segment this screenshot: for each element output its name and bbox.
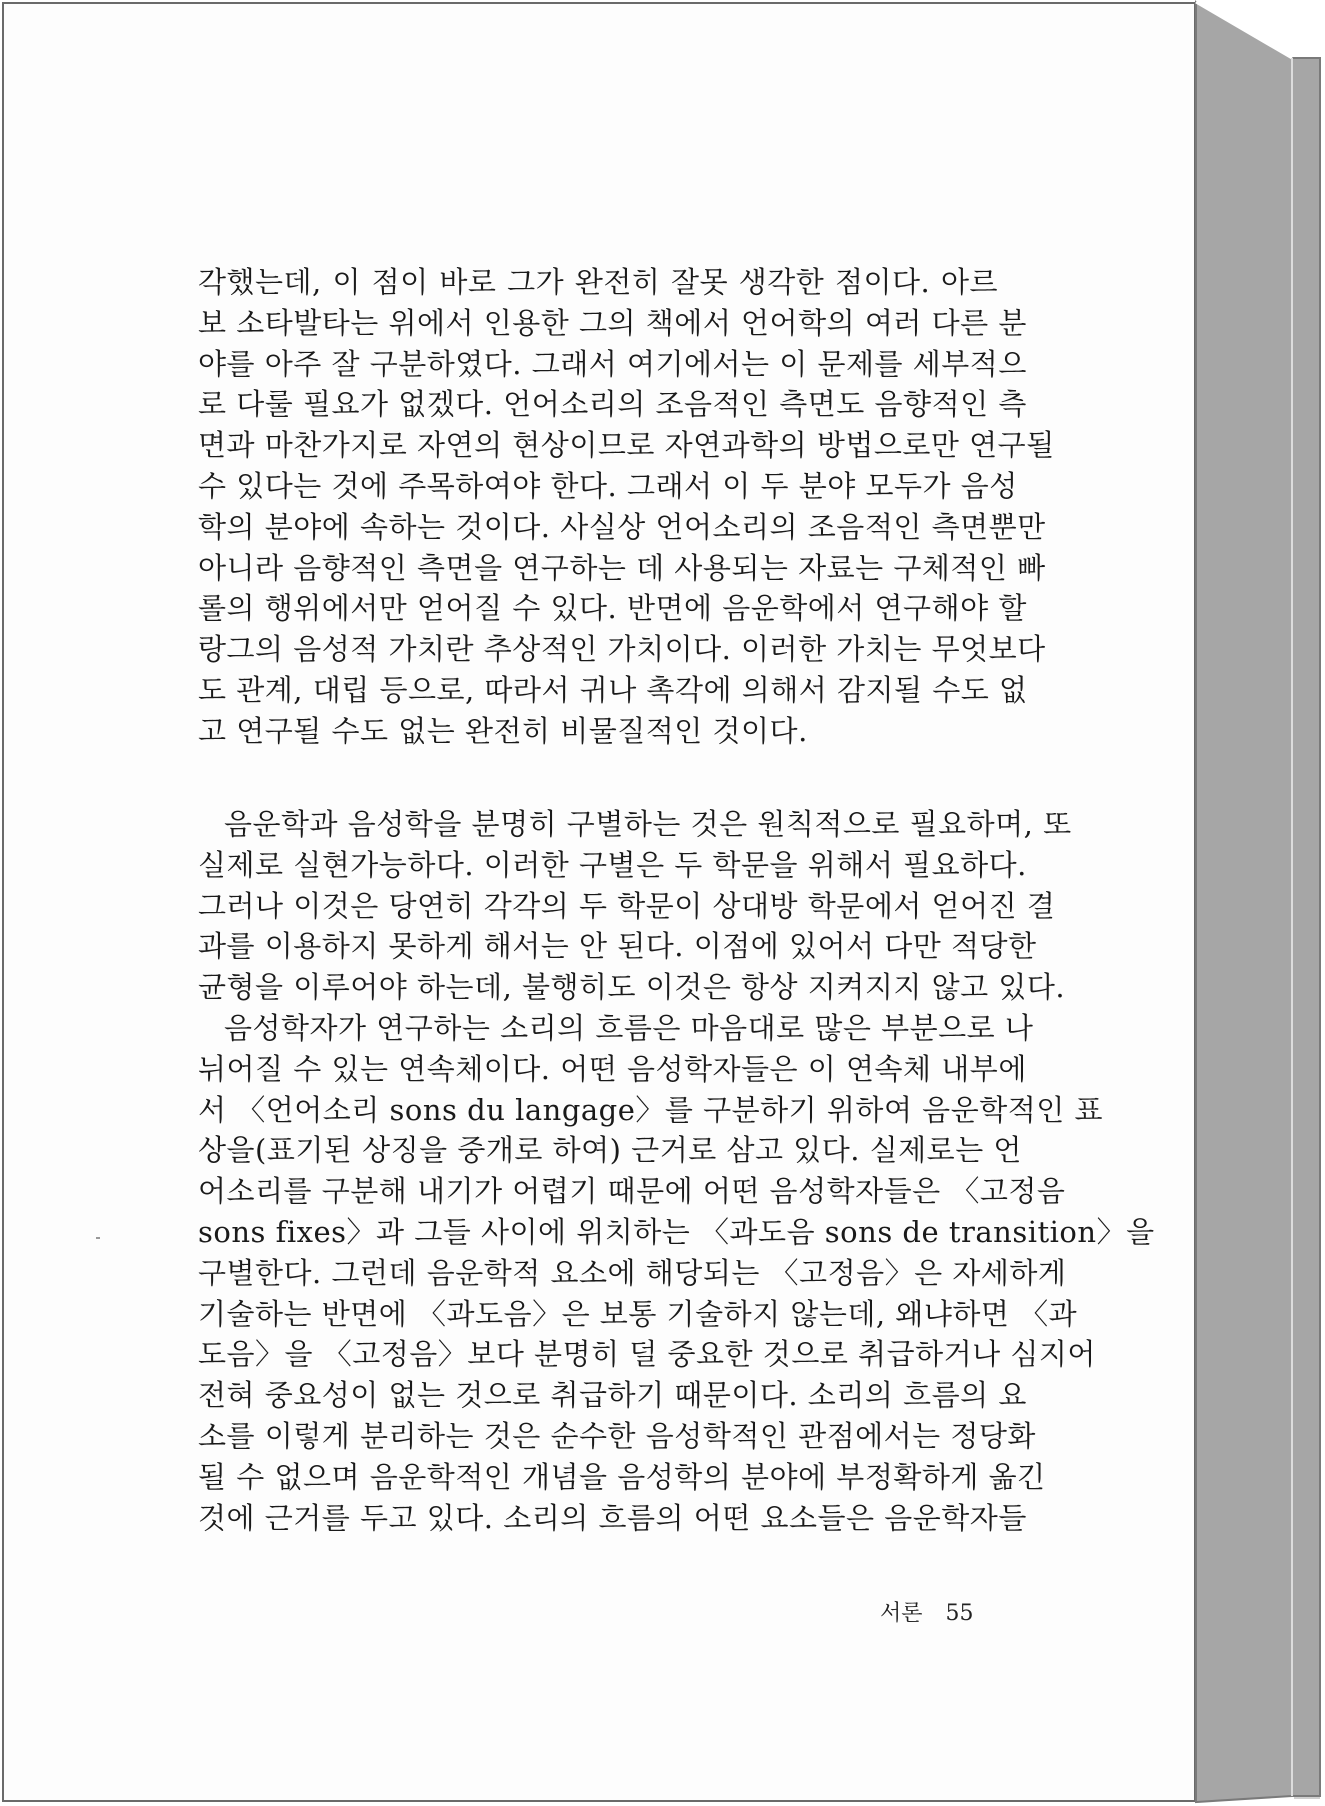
- text-line: 상을(표기된 상징을 중개로 하여) 근거로 삼고 있다. 실제로는 언: [198, 1133, 1022, 1168]
- text-line: 고 연구될 수도 없는 완전히 비물질적인 것이다.: [198, 713, 808, 748]
- text-line: 그러나 이것은 당연히 각각의 두 학문이 상대방 학문에서 얻어진 결: [198, 888, 1056, 923]
- text-line: 어소리를 구분해 내기가 어렵기 때문에 어떤 음성학자들은 〈고정음: [198, 1174, 1066, 1209]
- text-line: 음성학자가 연구하는 소리의 흐름은 마음대로 많은 부분으로 나: [224, 1011, 1034, 1045]
- paragraph-1: [198, 262, 1055, 752]
- page-footer: [880, 1596, 982, 1627]
- text-line: 야를 아주 잘 구분하였다. 그래서 여기에서는 이 문제를 세부적으: [198, 346, 1027, 381]
- text-line: 도음〉을 〈고정음〉보다 분명히 덜 중요한 것으로 취급하거나 심지어: [198, 1337, 1096, 1372]
- text-line: 소를 이렇게 분리하는 것은 순수한 음성학적인 관점에서는 정당화: [198, 1418, 1036, 1453]
- text-line: 로 다룰 필요가 없겠다. 언어소리의 조음적인 측면도 음향적인 측: [198, 387, 1027, 422]
- text-line: sons fixes〉과 그들 사이에 위치하는 〈과도음 sons de transition〉을: [198, 1214, 1155, 1249]
- text-line: 서 〈언어소리 sons du langage〉를 구분하기 위하여 음운학적인 표: [198, 1092, 1103, 1127]
- text-line: 아니라 음향적인 측면을 연구하는 데 사용되는 자료는 구체적인 빠: [198, 550, 1046, 585]
- text-line: 랑그의 음성적 가치란 추상적인 가치이다. 이러한 가치는 무엇보다: [198, 632, 1046, 667]
- text-line: 될 수 없으며 음운학적인 개념을 음성학의 분야에 부정확하게 옮긴: [198, 1459, 1046, 1494]
- page-stack-edge: [1196, 2, 1323, 1804]
- paragraph-3: [198, 1008, 1155, 1538]
- text-line: 과를 이용하지 못하게 해서는 안 된다. 이점에 있어서 다만 적당한: [198, 929, 1037, 964]
- paragraph-2: [198, 804, 1072, 1008]
- text-line: 도 관계, 대립 등으로, 따라서 귀나 촉각에 의해서 감지될 수도 없: [198, 672, 1028, 707]
- text-line: 것에 근거를 두고 있다. 소리의 흐름의 어떤 요소들은 음운학자들: [198, 1500, 1027, 1535]
- section-title: 서론: [880, 1601, 923, 1626]
- text-line: 음운학과 음성학을 분명히 구별하는 것은 원칙적으로 필요하며, 또: [224, 807, 1072, 841]
- text-line: 뉘어질 수 있는 연속체이다. 어떤 음성학자들은 이 연속체 내부에: [198, 1051, 1027, 1086]
- text-line: 학의 분야에 속하는 것이다. 사실상 언어소리의 조음적인 측면뿐만: [198, 509, 1046, 544]
- scan-speck: [96, 1237, 100, 1239]
- text-line: 구별한다. 그런데 음운학적 요소에 해당되는 〈고정음〉은 자세하게: [198, 1255, 1067, 1290]
- text-line: 전혀 중요성이 없는 것으로 취급하기 때문이다. 소리의 흐름의 요: [198, 1378, 1027, 1413]
- text-line: 기술하는 반면에 〈과도음〉은 보통 기술하지 않는데, 왜냐하면 〈과: [198, 1296, 1078, 1331]
- text-line: 수 있다는 것에 주목하여야 한다. 그래서 이 두 분야 모두가 음성: [198, 468, 1018, 503]
- text-line: 균형을 이루어야 하는데, 불행히도 이것은 항상 지켜지지 않고 있다.: [198, 970, 1066, 1005]
- page-number: 55: [945, 1601, 974, 1626]
- text-line: 각했는데, 이 점이 바로 그가 완전히 잘못 생각한 점이다. 아르: [198, 265, 998, 299]
- text-line: 면과 마찬가지로 자연의 현상이므로 자연과학의 방법으로만 연구될: [198, 428, 1055, 463]
- text-line: 보 소타발타는 위에서 인용한 그의 책에서 언어학의 여러 다른 분: [198, 305, 1027, 340]
- text-line: 롤의 행위에서만 얻어질 수 있다. 반면에 음운학에서 연구해야 할: [198, 591, 1027, 626]
- text-line: 실제로 실현가능하다. 이러한 구별은 두 학문을 위해서 필요하다.: [198, 847, 1027, 882]
